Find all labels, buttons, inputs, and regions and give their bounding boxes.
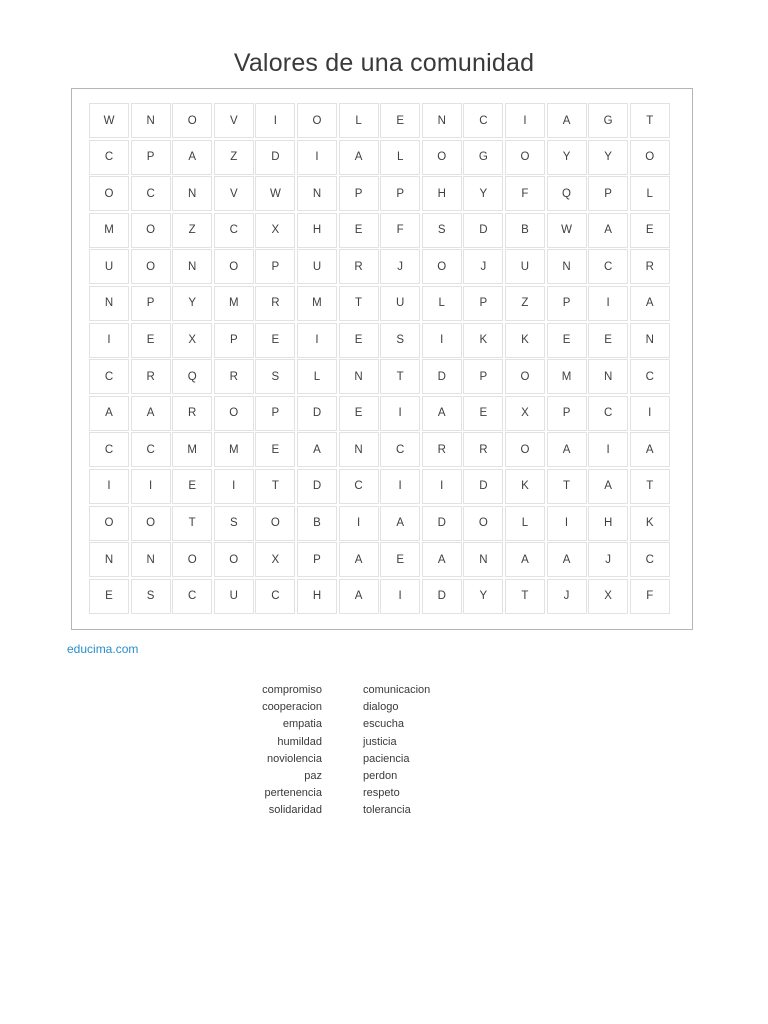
grid-cell[interactable]: R [255,286,295,321]
grid-cell[interactable]: J [380,249,420,284]
grid-cell[interactable]: I [297,323,337,358]
word-list-item: tolerancia [363,804,411,817]
grid-cell[interactable]: T [505,579,545,614]
grid-cell[interactable]: I [422,323,462,358]
grid-cell[interactable]: N [172,176,212,211]
grid-cell[interactable]: K [505,469,545,504]
grid-cell[interactable]: W [547,213,587,248]
grid-cell[interactable]: D [255,140,295,175]
word-list-item: dialogo [363,701,399,714]
grid-cell[interactable]: C [255,579,295,614]
grid-cell[interactable]: O [422,140,462,175]
grid-cell[interactable]: C [89,359,129,394]
grid-cell[interactable]: D [422,359,462,394]
grid-cell[interactable]: A [422,542,462,577]
word-list-item: humildad [277,735,322,748]
grid-cell[interactable]: I [380,469,420,504]
grid-cell[interactable]: E [339,396,379,431]
grid-cell[interactable]: H [422,176,462,211]
grid-cell[interactable]: S [380,323,420,358]
grid-cell[interactable]: C [172,579,212,614]
grid-cell[interactable]: T [255,469,295,504]
grid-cell[interactable]: K [630,506,670,541]
grid-cell[interactable]: E [380,103,420,138]
grid-cell[interactable]: A [339,579,379,614]
grid-cell[interactable]: D [297,396,337,431]
word-list-item: comunicacion [363,684,431,696]
grid-cell[interactable]: N [131,103,171,138]
word-list-item: escucha [363,718,404,731]
grid-cell[interactable]: I [505,103,545,138]
grid-cell[interactable]: N [172,249,212,284]
grid-cell[interactable]: O [89,506,129,541]
grid-cell[interactable]: P [255,396,295,431]
grid-cell[interactable]: I [131,469,171,504]
grid-cell[interactable]: A [297,432,337,467]
grid-cell[interactable]: Y [463,579,503,614]
grid-cell[interactable]: C [89,140,129,175]
grid-cell[interactable]: J [588,542,628,577]
grid-cell[interactable]: Z [505,286,545,321]
grid-cell[interactable]: C [339,469,379,504]
grid-cell[interactable]: E [255,323,295,358]
grid-cell[interactable]: J [547,579,587,614]
grid-cell[interactable]: R [214,359,254,394]
grid-cell[interactable]: I [588,432,628,467]
grid-cell[interactable]: J [463,249,503,284]
grid-cell[interactable]: W [255,176,295,211]
grid-cell[interactable]: O [463,506,503,541]
grid-cell[interactable]: Q [547,176,587,211]
grid-cell[interactable]: H [588,506,628,541]
grid-cell[interactable]: N [89,542,129,577]
grid-cell[interactable]: O [131,249,171,284]
grid-cell[interactable]: I [588,286,628,321]
grid-cell[interactable]: E [172,469,212,504]
grid-cell[interactable]: U [214,579,254,614]
word-list-item: perdon [363,769,398,782]
grid-cell[interactable]: E [339,213,379,248]
grid-cell[interactable]: T [630,469,670,504]
grid-cell[interactable]: O [214,249,254,284]
grid-cell[interactable]: F [380,213,420,248]
grid-cell[interactable]: O [505,432,545,467]
grid-cell[interactable]: M [214,432,254,467]
grid-cell[interactable]: M [89,213,129,248]
grid-cell[interactable]: A [131,396,171,431]
grid-cell[interactable]: E [89,579,129,614]
grid-cell[interactable]: M [297,286,337,321]
grid-cell[interactable]: E [630,213,670,248]
grid-cell[interactable]: O [505,359,545,394]
grid-cell[interactable]: A [505,542,545,577]
grid-cell[interactable]: N [89,286,129,321]
grid-cell[interactable]: M [547,359,587,394]
grid-cell[interactable]: E [463,396,503,431]
grid-cell[interactable]: I [89,469,129,504]
grid-cell[interactable]: P [214,323,254,358]
grid-cell[interactable]: R [422,432,462,467]
grid-cell[interactable]: T [630,103,670,138]
word-list-right [363,682,523,820]
grid-cell[interactable]: C [588,396,628,431]
word-list-item: compromiso [262,684,322,696]
grid-cell[interactable]: O [131,213,171,248]
grid-cell[interactable]: P [547,396,587,431]
grid-cell[interactable]: O [214,396,254,431]
word-list-item: justicia [363,735,397,748]
grid-cell[interactable]: U [89,249,129,284]
grid-cell[interactable]: X [255,542,295,577]
grid-cell[interactable]: S [131,579,171,614]
word-list-item: noviolencia [266,752,322,765]
word-list-item: paz [304,769,322,782]
grid-cell[interactable]: O [255,506,295,541]
grid-cell[interactable]: T [547,469,587,504]
grid-cell[interactable]: P [297,542,337,577]
grid-cell[interactable]: P [339,176,379,211]
grid-cell[interactable]: I [380,579,420,614]
word-list-item: cooperacion [262,701,322,714]
grid-cell[interactable]: Y [172,286,212,321]
grid-cell[interactable]: H [297,579,337,614]
grid-cell[interactable]: Z [172,213,212,248]
grid-cell[interactable]: O [89,176,129,211]
grid-cell[interactable]: I [339,506,379,541]
grid-cell[interactable]: P [255,249,295,284]
grid-cell[interactable]: L [422,286,462,321]
grid-cell[interactable]: E [339,323,379,358]
grid-cell[interactable]: A [630,286,670,321]
grid-cell[interactable]: O [172,103,212,138]
grid-cell[interactable]: D [463,469,503,504]
grid-cell[interactable]: E [547,323,587,358]
grid-cell[interactable]: X [505,396,545,431]
grid-cell[interactable]: P [588,176,628,211]
word-list-item: respeto [363,787,400,800]
page-title: Valores de una comunidad [233,49,535,77]
grid-cell[interactable]: N [463,542,503,577]
grid-cell[interactable]: O [214,542,254,577]
grid-cell[interactable]: S [214,506,254,541]
grid-cell[interactable]: N [297,176,337,211]
grid-cell[interactable]: C [630,359,670,394]
grid-cell[interactable]: V [214,176,254,211]
grid-cell[interactable]: O [422,249,462,284]
grid-cell[interactable]: N [630,323,670,358]
grid-cell[interactable]: N [588,359,628,394]
grid-cell[interactable]: X [172,323,212,358]
grid-cell[interactable]: L [297,359,337,394]
grid-cell[interactable]: I [297,140,337,175]
grid-cell[interactable]: C [131,432,171,467]
grid-cell[interactable]: A [588,213,628,248]
grid-cell[interactable]: B [297,506,337,541]
grid-cell[interactable]: I [89,323,129,358]
grid-cell[interactable]: U [380,286,420,321]
grid-cell[interactable]: T [380,359,420,394]
grid-cell[interactable]: F [505,176,545,211]
grid-cell[interactable]: N [547,249,587,284]
grid-cell[interactable]: M [172,432,212,467]
grid-cell[interactable]: I [255,103,295,138]
grid-cell[interactable]: I [630,396,670,431]
grid-cell[interactable]: C [463,103,503,138]
grid-cell[interactable]: P [547,286,587,321]
grid-cell[interactable]: A [89,396,129,431]
grid-cell[interactable]: G [463,140,503,175]
grid-cell[interactable]: U [297,249,337,284]
word-search-frame [71,88,693,630]
source-link[interactable]: educima.com [67,642,139,656]
grid-cell[interactable]: E [255,432,295,467]
grid-cell[interactable]: I [214,469,254,504]
grid-cell[interactable]: A [588,469,628,504]
grid-cell[interactable]: Z [214,140,254,175]
grid-cell[interactable]: I [380,396,420,431]
grid-cell[interactable]: L [505,506,545,541]
word-list-item: paciencia [363,752,410,765]
grid-cell[interactable]: D [463,213,503,248]
grid-cell[interactable]: R [339,249,379,284]
grid-cell[interactable]: F [630,579,670,614]
grid-cell[interactable]: H [297,213,337,248]
grid-cell[interactable]: I [547,506,587,541]
grid-cell[interactable]: N [339,432,379,467]
grid-cell[interactable]: B [505,213,545,248]
grid-cell[interactable]: D [422,579,462,614]
grid-cell[interactable]: R [172,396,212,431]
grid-cell[interactable]: P [463,286,503,321]
grid-cell[interactable]: R [630,249,670,284]
grid-cell[interactable]: P [463,359,503,394]
grid-cell[interactable]: U [505,249,545,284]
grid-cell[interactable]: K [463,323,503,358]
word-list-item: empatia [282,718,322,731]
grid-cell[interactable]: E [588,323,628,358]
grid-cell[interactable]: E [380,542,420,577]
grid-cell[interactable]: P [131,286,171,321]
grid-cell[interactable]: S [255,359,295,394]
grid-cell[interactable]: X [255,213,295,248]
grid-cell[interactable]: A [339,542,379,577]
grid-cell[interactable]: P [131,140,171,175]
word-list-left [196,682,322,820]
grid-cell[interactable]: O [505,140,545,175]
grid-cell[interactable]: C [380,432,420,467]
grid-cell[interactable]: Y [463,176,503,211]
grid-cell[interactable]: A [630,432,670,467]
grid-cell[interactable]: E [131,323,171,358]
grid-cell[interactable]: S [422,213,462,248]
grid-cell[interactable]: G [588,103,628,138]
letter-grid [89,103,670,614]
grid-cell[interactable]: C [630,542,670,577]
word-list-item: solidaridad [268,804,322,817]
grid-cell[interactable]: N [131,542,171,577]
grid-cell[interactable]: D [297,469,337,504]
grid-cell[interactable]: X [588,579,628,614]
grid-cell[interactable]: P [380,176,420,211]
grid-cell[interactable]: O [630,140,670,175]
grid-cell[interactable]: C [89,432,129,467]
grid-cell[interactable]: T [172,506,212,541]
grid-cell[interactable]: C [588,249,628,284]
grid-cell[interactable]: T [339,286,379,321]
grid-cell[interactable]: A [547,103,587,138]
grid-cell[interactable]: C [131,176,171,211]
grid-cell[interactable]: R [463,432,503,467]
grid-cell[interactable]: C [214,213,254,248]
grid-cell[interactable]: Y [547,140,587,175]
grid-cell[interactable]: O [172,542,212,577]
word-list-item: pertenencia [264,787,322,800]
grid-cell[interactable]: Q [172,359,212,394]
grid-cell[interactable]: O [297,103,337,138]
grid-cell[interactable]: V [214,103,254,138]
grid-cell[interactable]: L [339,103,379,138]
grid-cell[interactable]: O [131,506,171,541]
grid-cell[interactable]: W [89,103,129,138]
grid-cell[interactable]: A [547,542,587,577]
grid-cell[interactable]: K [505,323,545,358]
grid-cell[interactable]: A [422,396,462,431]
grid-cell[interactable]: N [339,359,379,394]
grid-cell[interactable]: A [339,140,379,175]
grid-cell[interactable]: A [172,140,212,175]
grid-cell[interactable]: L [630,176,670,211]
grid-cell[interactable]: I [422,469,462,504]
grid-cell[interactable]: A [380,506,420,541]
grid-cell[interactable]: A [547,432,587,467]
grid-cell[interactable]: L [380,140,420,175]
grid-cell[interactable]: Y [588,140,628,175]
grid-cell[interactable]: R [131,359,171,394]
grid-cell[interactable]: N [422,103,462,138]
grid-cell[interactable]: M [214,286,254,321]
grid-cell[interactable]: D [422,506,462,541]
